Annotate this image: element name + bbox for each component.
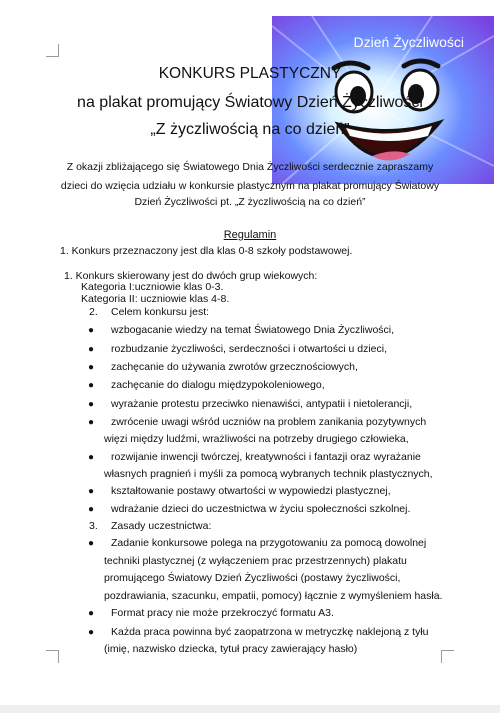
bullet-icon: ●: [88, 452, 95, 463]
rule-item-continued: (imię, nazwisko dziecka, tytuł pracy zawierający hasło): [104, 643, 358, 655]
margin-mark-bottom-left: [46, 650, 59, 663]
rule-item: Każda praca powinna być zaopatrzona w metryczkę naklejoną z tyłu: [111, 626, 429, 638]
category-2: Kategoria II: uczniowie klas 4-8.: [81, 293, 230, 305]
goal-item-continued: własnych pragnień i myśli za pomocą wybranych technik plastycznych,: [104, 468, 433, 480]
regulamin-heading: Regulamin: [223, 229, 277, 241]
intro-line-3: Dzień Życzliwości pt. „Z życzliwością na co dzień”: [134, 196, 366, 208]
goal-item: wzbogacanie wiedzy na temat Światowego Dnia Życzliwości,: [111, 324, 395, 336]
section-number-2: 2.: [89, 306, 98, 318]
goals-heading: Celem konkursu jest:: [111, 306, 210, 318]
title-line-2: na plakat promujący Światowy Dzień Życzliwości: [77, 94, 423, 111]
bullet-icon: ●: [88, 399, 95, 410]
intro-line-2: dzieci do wzięcia udziału w konkursie plastycznym na plakat promujący Światowy: [60, 180, 440, 192]
goal-item-continued: więzi między ludźmi, wrażliwości na potrzeby drugiego człowieka,: [104, 433, 409, 445]
goal-item: wyrażanie protestu przeciwko nienawiści, antypatii i nietolerancji,: [111, 398, 413, 410]
category-1: Kategoria I:uczniowie klas 0-3.: [81, 281, 224, 293]
bullet-icon: ●: [88, 627, 95, 638]
margin-mark-bottom-right: [441, 650, 454, 663]
bullet-icon: ●: [88, 380, 95, 391]
rule-item-continued: promującego Światowy Dzień Życzliwości (postawy życzliwości,: [104, 572, 401, 584]
goal-item: rozbudzanie życzliwości, serdeczności i otwartości u dzieci,: [111, 343, 388, 355]
goal-item: kształtowanie postawy otwartości w wypowiedzi plastycznej,: [111, 485, 391, 497]
bullet-icon: ●: [88, 417, 95, 428]
bullet-icon: ●: [88, 538, 95, 549]
goal-item: zachęcanie do używania zwrotów grzecznościowych,: [111, 361, 358, 373]
banner-caption: Dzień Życzliwości: [353, 34, 464, 50]
rule-point-age-groups: 1. Konkurs skierowany jest do dwóch grup wiekowych:: [64, 270, 318, 282]
section-number-3: 3.: [89, 520, 98, 532]
title-line-1: KONKURS PLASTYCZNY: [158, 65, 342, 82]
rule-item-continued: pozdrawiania, szacunku, empatii, pomocy) łącznie z wymyśleniem hasła.: [104, 590, 443, 602]
rules-heading: Zasady uczestnictwa:: [111, 520, 212, 532]
rule-item: Zadanie konkursowe polega na przygotowaniu za pomocą dowolnej: [111, 537, 427, 549]
goal-item: zwrócenie uwagi wśród uczniów na problem zanikania pozytywnych: [111, 416, 427, 428]
goal-item: zachęcanie do dialogu międzypokoleniowego,: [111, 379, 325, 391]
bullet-icon: ●: [88, 325, 95, 336]
goal-item: wdrażanie dzieci do uczestnictwa w życiu społeczności szkolnej.: [111, 503, 411, 515]
bullet-icon: ●: [88, 344, 95, 355]
intro-line-1: Z okazji zbliżającego się Światowego Dnia Życzliwości serdecznie zapraszamy: [66, 161, 434, 173]
bullet-icon: ●: [88, 486, 95, 497]
bullet-icon: ●: [88, 608, 95, 619]
title-line-3: „Z życzliwością na co dzień”: [150, 121, 350, 138]
margin-mark-top-left: [46, 44, 59, 57]
bullet-icon: ●: [88, 504, 95, 515]
bullet-icon: ●: [88, 362, 95, 373]
goal-item: rozwijanie inwencji twórczej, kreatywności i fantazji oraz wyrażanie: [111, 451, 421, 463]
rule-item-continued: techniki plastycznej (z wyłączeniem prac przestrzennych) plakatu: [104, 555, 407, 567]
rule-point-1: 1. Konkurs przeznaczony jest dla klas 0-8 szkoły podstawowej.: [60, 245, 353, 257]
rule-item: Format pracy nie może przekroczyć formatu A3.: [111, 607, 334, 619]
